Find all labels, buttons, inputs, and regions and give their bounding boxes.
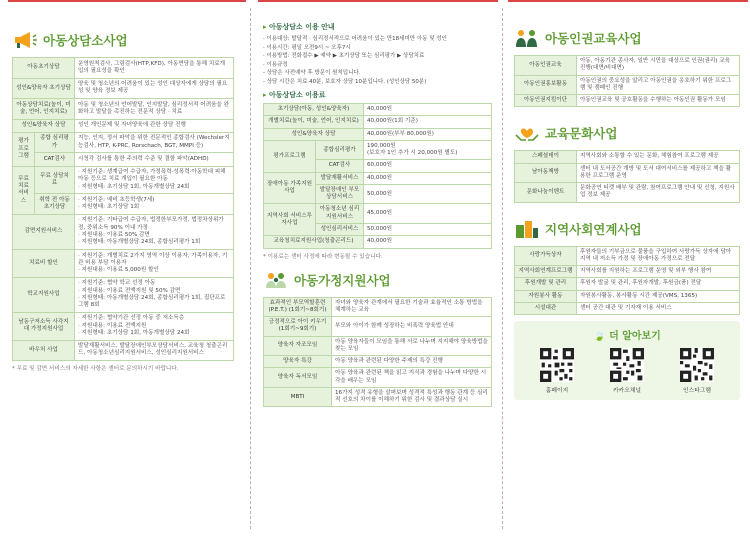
row-label: 감면지원서비스 — [13, 214, 75, 249]
row-label: 성인&양육자 상담 — [13, 119, 75, 132]
row-label: 남아동책방 — [515, 163, 577, 183]
row-value: 지역사회를 지원하는 프로그램 운영 및 외부 행사 참여 — [577, 266, 740, 278]
row-label: 아동청소년 심리지원서비스 — [316, 204, 364, 224]
row-value: 지역사회와 소통할 수 있는 문화, 체험참여 프로그램 제공 — [577, 151, 740, 163]
row-value: · 지원기준: 기타급여 수급자, 법정한부모가정, 법정차상위가정, 중위소득 90% 이내 가정 · 지원내용: 이용료 50% 감면 · 지원형태: 아동개별상담 24회, 종합심리평가 1회 — [75, 214, 234, 249]
row-value: 시청각 검사를 통한 주의력 수준 및 결함 파악(ADHD) — [75, 153, 234, 166]
table-row — [515, 266, 740, 278]
row-label: 효과적인 부모역할훈련 (P.E.T.) (1회기~8회기) — [264, 297, 332, 317]
row-value: 아동인권교육 및 공호활동을 수행하는 아동인권 활동가 모임 — [577, 95, 740, 107]
row-label: 아동인권홍보활동 — [515, 75, 577, 95]
table-row — [264, 368, 492, 388]
list-item: - 상담 시간은 치료 40분, 보호자 상담 10분입니다. (성인상담 50분) — [263, 78, 427, 85]
more-info-heading — [522, 327, 732, 342]
table-row — [515, 302, 740, 314]
row-label: 남동구저소득 사각지대 가정지원사업 — [13, 312, 75, 340]
row-value: · 지원기준: 협약 학교 선정 아동 · 지원내용: 이용료 전액지원 및 50% 감면 · 지원형태: 아동개별상담 24회, 종합심리평가 1회, 집단프로그램 8회 — [75, 277, 234, 312]
counseling-title: 아동상담소사업 — [43, 33, 128, 48]
table-row — [515, 163, 740, 183]
row-value: 자원봉사활동, 봉사활동 시간 제공(VMS, 1365) — [577, 290, 740, 302]
row-label: MBTI — [264, 387, 332, 407]
rights-table — [514, 55, 740, 107]
table-row — [515, 183, 740, 203]
row-label: 양육자 자조모임 — [264, 336, 332, 356]
row-value: 운영원칙검사, 그림검사(HTP,KFD), 아동면담을 통해 치료개입의 필요성을 확인 — [75, 58, 234, 79]
row-label: 치료비 할인 — [13, 250, 75, 278]
table-row — [264, 317, 492, 337]
row-label: 성인심리서비스 — [316, 224, 364, 236]
row-value: 아동인권의 중요성을 알리고 아동인권을 옹호하기 위한 프로그램 및 캠페인 진행 — [577, 75, 740, 95]
table-row — [13, 166, 234, 194]
row-value: 센터 공간 대관 및 기자재 이용 서비스 — [577, 302, 740, 314]
column-middle — [255, 0, 500, 537]
rights-title: 아동인권교육사업 — [545, 31, 642, 46]
row-value: 아동 양육자들이 모임을 통해 서로 나누며 지지해야 양육방법을 찾는 모임 — [332, 336, 492, 356]
counseling-table — [12, 57, 234, 361]
section-heading — [12, 30, 234, 50]
row-value: 아동, 아동기관 종사자, 일반 시민을 대상으로 인권(권리) 교육 진행(대면/비대면) — [577, 56, 740, 76]
table-row — [264, 140, 492, 160]
row-value: 후원자 발굴 및 관리, 후원자개발, 후원금(품) 전달 — [577, 278, 740, 290]
table-row — [264, 116, 492, 128]
table-row — [13, 78, 234, 99]
row-value: 40,000원 — [364, 104, 492, 116]
table-row — [13, 132, 234, 153]
table-row — [515, 151, 740, 163]
row-label: 종합 심리평가 — [35, 132, 75, 153]
list-item: · 이용규정 — [263, 61, 288, 68]
row-label: CAT검사 — [35, 153, 75, 166]
row-label: 종합심리평가 — [316, 140, 364, 160]
table-row — [264, 104, 492, 116]
qr-instagram[interactable] — [680, 348, 714, 394]
row-value: 발달재활서비스, 발달장애인부모상담서비스, 교육청 청출곤리드, 아동청소년심리지원서비스, 성인심리지원서비스 — [75, 340, 234, 361]
fold-line — [502, 8, 503, 529]
table-row — [264, 387, 492, 407]
list-item: - 상담은 사전예약 후 방문이 원칙입니다. — [263, 70, 361, 77]
row-label: 발달재활서비스 — [316, 172, 364, 184]
row-value: 16가지 성격 유형을 살펴보며 성격적 특성과 행동 관계 등 심리적 선호의 차이를 이해하기 위한 검사 및 결과상담 실시 — [332, 387, 492, 407]
row-label: 개별치료(놀이, 미술, 언어, 인지치료) — [264, 116, 364, 128]
group-label: 장애아동 가족지원사업 — [264, 172, 316, 204]
fold-line — [250, 8, 251, 529]
row-label: 아동인권지킴이단 — [515, 95, 577, 107]
list-item: · 이용방법: 전화접수 ▶ 예약 ▶ 초기상담 또는 심리평가 ▶ 상담치료 — [263, 53, 425, 60]
row-value: 지능, 인지, 정서 파악을 위한 전문적인 종합검사 (Wechsler지능검사, HTP, K-PRC, Rorschach, BGT, MMPI 등) — [75, 132, 234, 153]
row-value: 50,000원 — [364, 224, 492, 236]
row-value: 부모와 아이가 함께 성장하는 비폭력 양육법 안내 — [332, 317, 492, 337]
row-label: 문화나눔이벤트 — [515, 183, 577, 203]
row-value: · 지원기준: 협약기관 선정 아동 중 저소득층 · 지원내용: 이용료 전액지원 · 지원형태: 초기상담 1회, 아동개별상담 24회 — [75, 312, 234, 340]
row-value: 센터 내 도서공간 개방 및 도서 대여서비스를 제공하고 책을 활용한 프로그램 운영 — [577, 163, 740, 183]
row-value: 50,000원 — [364, 184, 492, 204]
row-label: 후원개발 및 관리 — [515, 278, 577, 290]
row-label: 아동인권교육 — [515, 56, 577, 76]
footnote: * 무료 및 감면 서비스의 자세한 사항은 센터로 문의하시기 바랍니다. — [12, 366, 179, 373]
row-value: 후원자들의 기부금으로 물품을 구입하여 사랑가득 상자에 담아 지역 내 저소득 가정 및 장애아동 가정으로 전달 — [577, 246, 740, 266]
row-label: 무료 상담치료 — [35, 166, 75, 194]
column-right — [506, 0, 748, 537]
qr-homepage[interactable] — [540, 348, 574, 394]
table-row — [13, 250, 234, 278]
buildings-icon — [514, 219, 540, 239]
qr-kakao[interactable] — [610, 348, 644, 394]
qr-list — [522, 348, 732, 394]
row-value: 아동 양육과 관련된 다양한 주제의 특강 진행 — [332, 356, 492, 368]
row-value: 45,000원 — [364, 204, 492, 224]
table-row — [264, 336, 492, 356]
column-left — [4, 0, 244, 537]
list-item: · 이용시간: 평일 오전9시 ~ 오후7시 — [263, 44, 351, 51]
table-row — [13, 277, 234, 312]
more-info-box — [514, 321, 740, 400]
row-value: 40,000원 — [364, 172, 492, 184]
fee-note: * 이용료는 센터 사정에 따라 변동될 수 있습니다. — [263, 253, 383, 260]
row-value: 40,000원(부부 80,000원) — [364, 128, 492, 140]
fee-table — [263, 103, 492, 248]
qr-label: 카카오채널 — [613, 388, 641, 395]
group-label: 지역사회 서비스투자사업 — [264, 204, 316, 236]
more-info-label: 더 알아보기 — [609, 331, 661, 343]
group-label: 평가 프로그램 — [13, 132, 35, 166]
table-row — [13, 99, 234, 120]
table-row — [13, 58, 234, 79]
row-label: 바우처 사업 — [13, 340, 75, 361]
community-title: 지역사회연계사업 — [545, 221, 642, 237]
community-table — [514, 246, 740, 316]
row-label: 자원봉사 활동 — [515, 290, 577, 302]
row-label: 성인&양육자 초기상담 — [13, 78, 75, 99]
row-value: 양육 및 청소년의 어려움이 있는 성인 대상자에게 상담의 필요성 및 양육 정보 제공 — [75, 78, 234, 99]
leaf-icon: 🍃 — [593, 331, 610, 343]
children-icon — [514, 28, 540, 48]
row-label: CAT검사 — [316, 160, 364, 172]
culture-title: 교육문화사업 — [545, 126, 618, 142]
row-value: 문화공연 티켓 배부 및 관람, 참여프로그램 안내 및 신청, 지원사업 정보 제공 — [577, 183, 740, 203]
row-value: · 지원기준: 생계급여 수급자, 가정폭력·성폭력·아동학대 피해아동 등으로 치료 개입이 필요한 아동 · 지원형태: 초기상담 1회, 아동개별상담 24회 — [75, 166, 234, 194]
group-label: 평가프로그램 — [264, 140, 316, 172]
row-value: 아동 양육과 관련된 책을 읽고 지식과 경험을 나누며 다양한 시각을 배우는 모임 — [332, 368, 492, 388]
row-label: 아동초기상담 — [13, 58, 75, 79]
row-label: 학교지원사업 — [13, 277, 75, 312]
section-heading — [514, 123, 740, 143]
group-label: 무료 치료 서비스 — [13, 166, 35, 214]
row-label: 양육자 독서모임 — [264, 368, 332, 388]
megaphone-icon — [12, 30, 38, 50]
row-label: 양육자 특강 — [264, 356, 332, 368]
family-table — [263, 297, 492, 408]
row-label: 사랑가득상자 — [515, 246, 577, 266]
row-label: 교육청치료지원사업(청출곤리드) — [264, 236, 364, 248]
qr-code-icon — [540, 348, 574, 382]
fee-subheading: ▸ 아동상담소 이용료 — [263, 90, 492, 100]
qr-label: 인스타그램 — [683, 388, 711, 395]
row-label: 아동상담치료(놀이, 미술, 언어, 인지치료) — [13, 99, 75, 120]
row-label: 발달장애인 부모상담서비스 — [316, 184, 364, 204]
usage-info-list — [263, 35, 492, 86]
row-label: 긍정적으로 아이 키우기 (1회기~9회기) — [264, 317, 332, 337]
table-row — [264, 128, 492, 140]
table-row — [264, 204, 492, 224]
row-label: 취학 전 아동 초기상담 — [35, 194, 75, 215]
row-label: 초기상담(아동, 성인&양육자) — [264, 104, 364, 116]
row-value: 40,000원 — [364, 236, 492, 248]
row-label: 스페셜데이 — [515, 151, 577, 163]
table-row — [264, 236, 492, 248]
table-row — [515, 95, 740, 107]
table-row — [13, 119, 234, 132]
table-row — [264, 297, 492, 317]
row-value: · 지원기준: 개별치료 2가지 영역 이상 이용자, 가족이용자, 기관 비용 부담 이용자 · 지원내용: 이용료 5,000원 할인 — [75, 250, 234, 278]
row-value: 60,000원 — [364, 160, 492, 172]
section-heading — [514, 219, 740, 239]
row-label: 지역사회연계프로그램 — [515, 266, 577, 278]
hands-heart-icon — [514, 123, 540, 143]
list-item: · 이용대상: 발달적 · 심리정서적으로 어려움이 있는 만18세미만 아동 및 성인 — [263, 36, 447, 42]
row-value: 성인 개인문제 및 자녀양육에 관한 상담 진행 — [75, 119, 234, 132]
row-value: 아동 및 청소년의 언어발달, 인지발달, 심리정서적 어려움을 완화하고 발달을 촉진하는 전문적 상담 · 치료 — [75, 99, 234, 120]
usage-subheading: ▸ 아동상담소 이용 안내 — [263, 22, 492, 32]
table-row — [13, 194, 234, 215]
table-row — [515, 75, 740, 95]
table-row — [13, 153, 234, 166]
qr-label: 홈페이지 — [545, 388, 569, 395]
section-heading — [263, 270, 492, 290]
qr-code-icon — [680, 348, 714, 382]
table-row — [13, 214, 234, 249]
row-value: 190,000원 (보호자 1인 추가 시 20,000원 별도) — [364, 140, 492, 160]
qr-code-icon — [610, 348, 644, 382]
culture-table — [514, 150, 740, 202]
table-row — [515, 290, 740, 302]
table-row — [264, 356, 492, 368]
row-value: · 지원기준: 예비 초등학생(7세) · 지원형태: 초기상담 1회 — [75, 194, 234, 215]
table-row — [515, 56, 740, 76]
row-value: 40,000원(1회 기준) — [364, 116, 492, 128]
family-icon — [263, 270, 289, 290]
table-row — [13, 312, 234, 340]
table-row — [264, 172, 492, 184]
row-value: 자녀와 양육자 관계에서 필요한 기술과 효율적인 소통 방법을 체계하는 교육 — [332, 297, 492, 317]
family-title: 아동가정지원사업 — [294, 272, 391, 288]
row-label: 성인&양육자 상담 — [264, 128, 364, 140]
table-row — [515, 246, 740, 266]
section-heading — [514, 28, 740, 48]
table-row — [515, 278, 740, 290]
row-label: 시설대관 — [515, 302, 577, 314]
table-row — [13, 340, 234, 361]
